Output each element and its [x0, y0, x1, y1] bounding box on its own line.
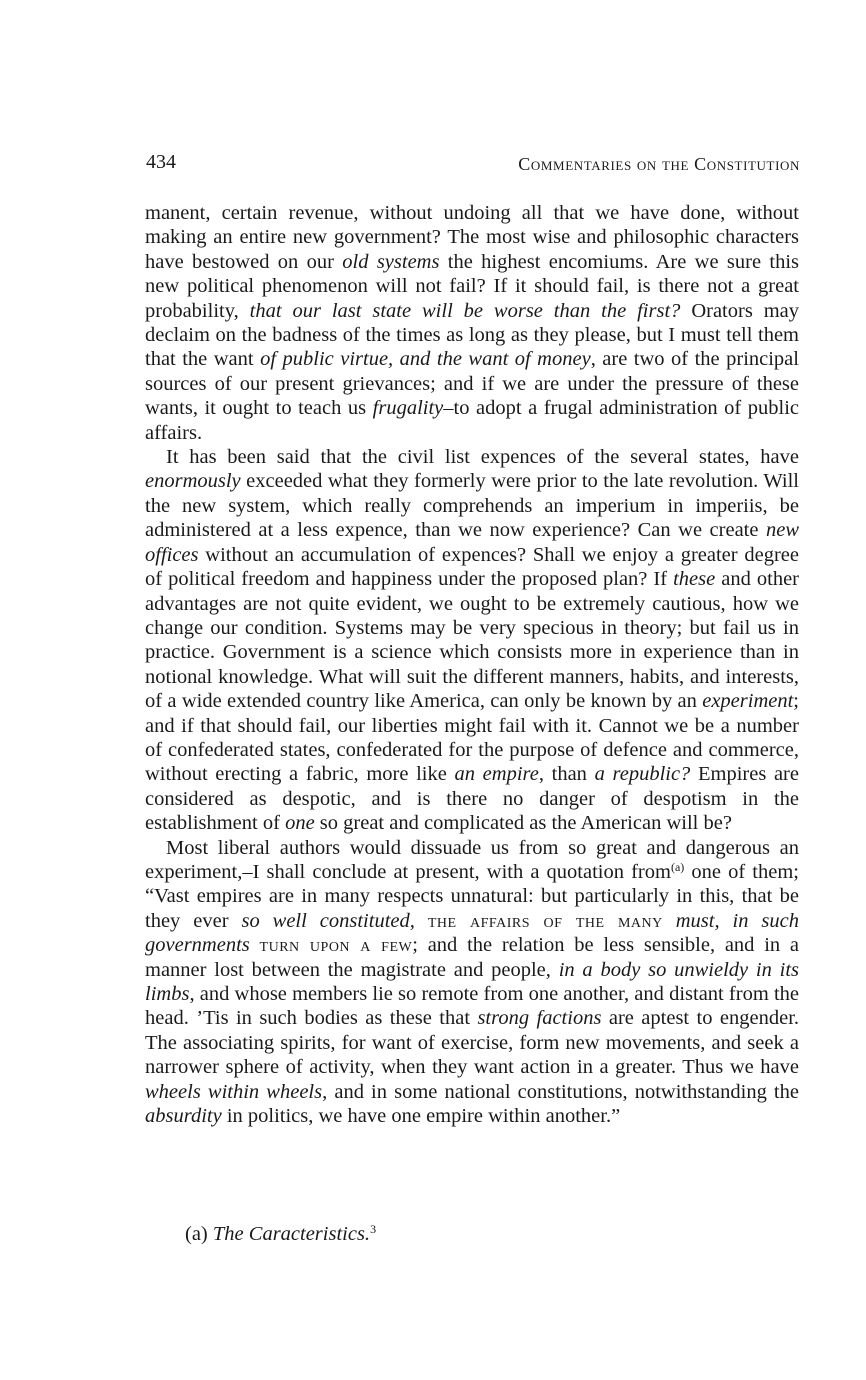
italic-span: a republic?	[594, 763, 691, 786]
paragraph-1	[145, 201, 799, 445]
paragraph-2	[145, 445, 799, 836]
text-span: , and whose members lie so remote from one another, and distant from the head. ’Tis in such bodies as these that	[145, 983, 799, 1030]
body-text	[145, 201, 799, 1128]
text-span: one of them; “Vast empires are in many respects unnatural: but particularly in this, that be they ever	[145, 860, 799, 932]
small-caps-span: turn upon a few	[259, 934, 413, 957]
small-caps-span: the affairs of the many	[427, 909, 663, 932]
text-span: , than	[538, 763, 595, 786]
text-span: Most liberal authors would dissuade us from so great and dangerous an experiment,–I shall conclude at present, with a quotation from	[145, 836, 799, 883]
text-span: without an accumulation of expences? Shall we enjoy a greater degree of political freedom and happiness under the proposed plan? If	[145, 543, 799, 591]
italic-span: old systems	[342, 250, 440, 273]
text-span: and other advantages are not quite evident, we ought to be extremely cautious, how we change our condition. Systems may be very specious in theory; but fail us in practice. Government is a science which consists more in experience than in notional knowledge. What will suit the different manners, habits, and interests, of a wide extended country like America, can only be known by an	[145, 568, 799, 713]
text-span: the highest encomiums. Are we sure this new political phenomenon will not fail? If it should fail, is there not a great probability,	[145, 250, 799, 322]
italic-span: in a body so unwieldy in its limbs	[145, 958, 799, 1005]
footnote-title: The Caracteristics.	[212, 1223, 371, 1245]
italic-span: one	[285, 812, 315, 835]
italic-span: so well constituted,	[241, 909, 415, 932]
italic-span: that our last state will be worse than the first?	[249, 299, 681, 322]
italic-span: an empire	[454, 763, 539, 786]
italic-span: strong factions	[477, 1007, 602, 1030]
text-span: so great and complicated as the American will be?	[314, 812, 732, 835]
text-span	[663, 910, 676, 932]
text-span: , are two of the principal sources of our present grievances; and if we are under the pressure of these wants, it ought to teach us	[145, 348, 799, 420]
italic-span: absurdity	[145, 1105, 222, 1128]
text-span: ; and the relation be less sensible, and in a manner lost between the magistrate and people,	[145, 934, 800, 981]
footnote-marker: (a)	[185, 1223, 208, 1245]
text-span: ; and if that should fail, our liberties might fail with it. Cannot we be a number of confederated states, confederated for the purpose of defence and commerce, without erecting a fabric, more like	[145, 690, 799, 786]
text-span	[415, 910, 428, 932]
text-span: Empires are considered as despotic, and is there no danger of despotism in the establishment of	[145, 763, 799, 835]
running-head: Commentaries on the Constitution	[518, 154, 800, 174]
italic-span: wheels within wheels	[145, 1080, 323, 1103]
italic-span: enormously	[145, 470, 241, 493]
italic-span: experiment	[702, 690, 794, 713]
italic-span: of public virtue, and the want of money	[260, 348, 591, 371]
italic-span: new offices	[145, 519, 799, 566]
italic-span: must, in such governments	[145, 909, 799, 957]
italic-span: these	[673, 568, 716, 591]
text-span: exceeded what they formerly were prior to the late revolution. Will the new system, which really comprehends an imperium in imperiis, be administered at a less expence, than we now experience? Can we create	[145, 470, 799, 542]
text-span: , and in some national constitutions, notwithstanding the	[322, 1080, 799, 1103]
text-span: It has been said that the civil list expences of the several states, have	[166, 446, 799, 469]
paragraph-3	[145, 836, 799, 1129]
text-span: –to adopt a frugal administration of public affairs.	[145, 397, 799, 444]
text-span: Orators may declaim on the badness of the times as long as they please, but I must tell them that the want	[145, 299, 799, 371]
text-span: in politics, we have one empire within another.”	[221, 1105, 621, 1128]
page-number: 434	[146, 151, 176, 173]
footnote	[185, 1222, 376, 1246]
text-span	[250, 934, 260, 956]
footnote-reference: (a)	[670, 859, 685, 874]
text-span: manent, certain revenue, without undoing all that we have done, without making an entire new government? The most wise and philosophic characters have bestowed on our	[145, 202, 799, 273]
text-span: are aptest to engender. The associating spirits, for want of exercise, form new movements, and seek a narrower sphere of activity, when they want action in a greater. Thus we have	[145, 1007, 800, 1079]
italic-span: frugality	[372, 397, 444, 420]
footnote-ref: 3	[370, 1222, 377, 1236]
